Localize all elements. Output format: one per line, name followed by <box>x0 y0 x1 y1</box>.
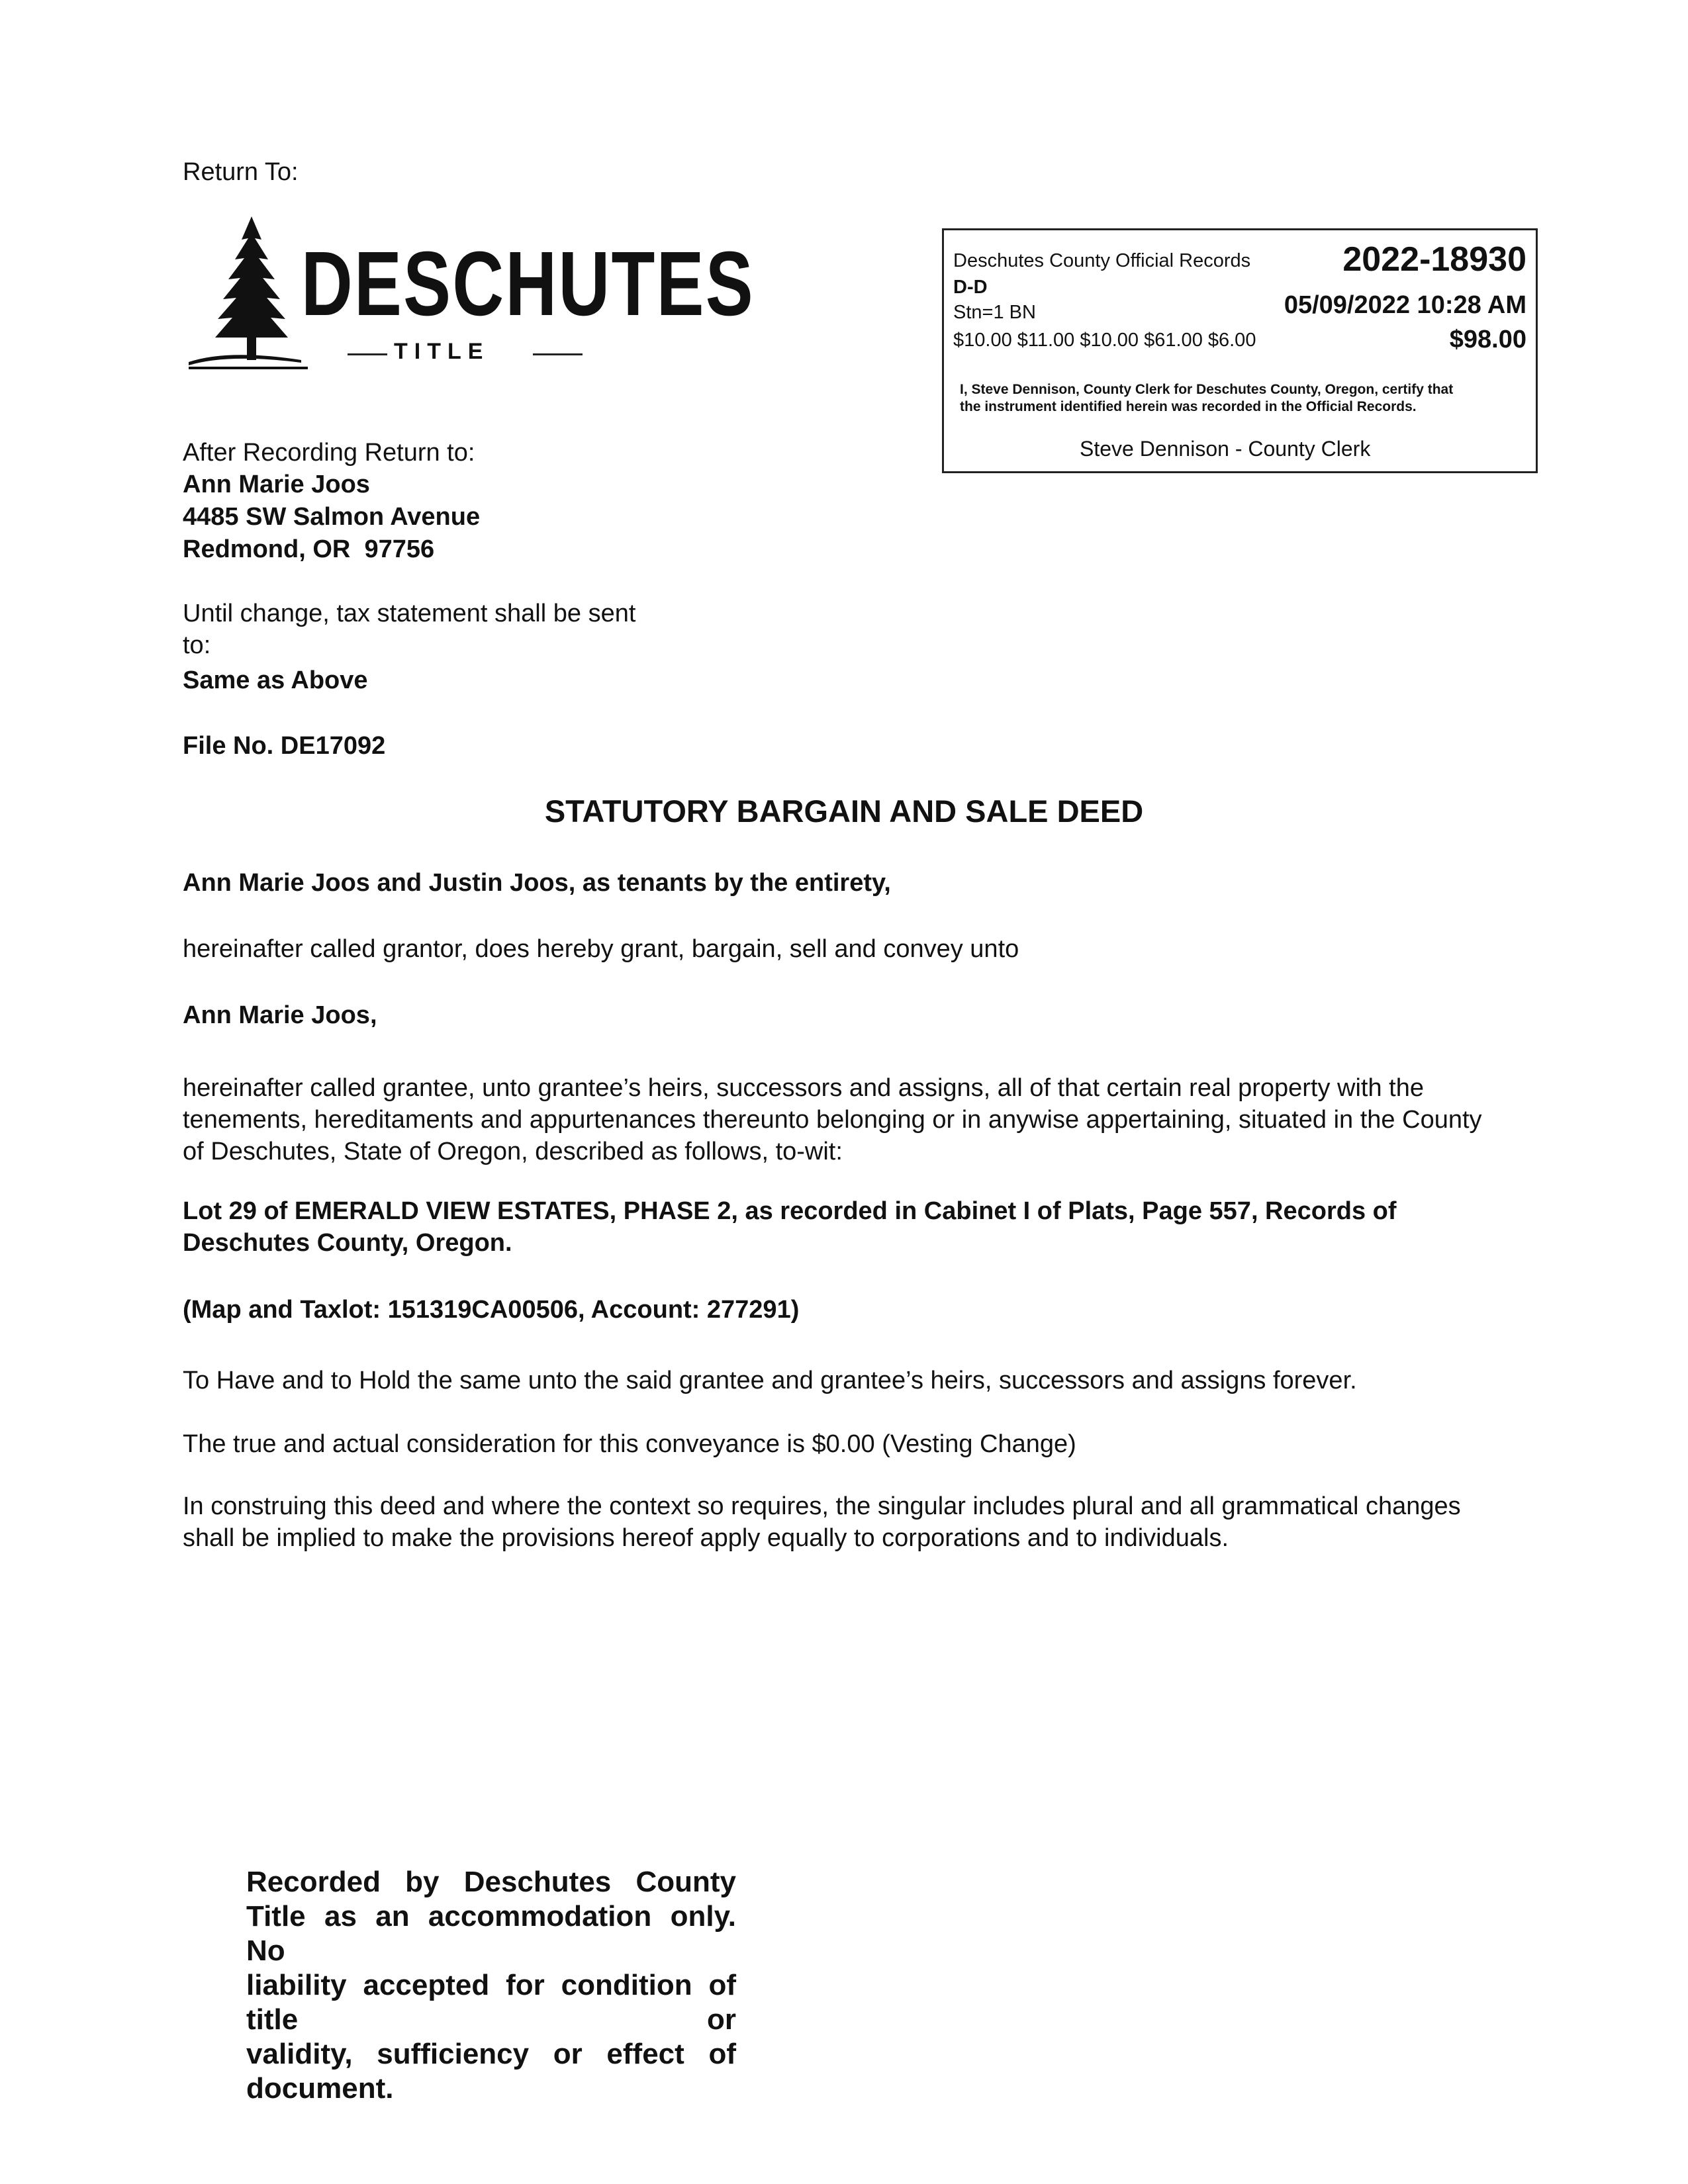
construing-clause: In construing this deed and where the context so requires, the singular includes plural and all grammatical changes shall be implied to make the provisions hereof apply equally to corporations and to individuals. <box>183 1492 1461 1552</box>
logo-name: DESCHUTES <box>301 233 755 335</box>
after-recording-address-line2: Redmond, OR 97756 <box>183 535 435 563</box>
recording-fees: $10.00 $11.00 $10.00 $61.00 $6.00 <box>953 330 1256 351</box>
consideration-statement: The true and actual consideration for this conveyance is $0.00 (Vesting Change) <box>183 1430 1076 1458</box>
accommodation-stamp <box>246 1865 736 2106</box>
after-recording-name: Ann Marie Joos <box>183 471 370 498</box>
grant-clause: hereinafter called grantor, does hereby grant, bargain, sell and convey unto <box>183 935 1019 963</box>
deed-title: STATUTORY BARGAIN AND SALE DEED <box>544 794 1144 829</box>
recording-datetime: 05/09/2022 10:28 AM <box>1284 291 1526 319</box>
legal-description: Lot 29 of EMERALD VIEW ESTATES, PHASE 2, as recorded in Cabinet I of Plats, Page 557, Records of Deschutes County, Oregon. <box>183 1197 1397 1257</box>
station-code: Stn=1 BN <box>953 302 1036 323</box>
recording-total: $98.00 <box>1449 326 1526 353</box>
after-recording-label: After Recording Return to: <box>183 439 475 467</box>
document-code: D-D <box>953 277 988 298</box>
recording-number: 2022-18930 <box>1342 240 1526 279</box>
map-taxlot: (Map and Taxlot: 151319CA00506, Account: 277291) <box>183 1296 800 1324</box>
return-to-label: Return To: <box>183 158 299 186</box>
stamp-line: validity, sufficiency or effect of document. <box>246 2038 736 2105</box>
stamp-line: Recorded by Deschutes County <box>246 1866 736 1898</box>
grantors: Ann Marie Joos and Justin Joos, as tenants by the entirety, <box>183 869 891 897</box>
tax-statement-value: Same as Above <box>183 666 368 694</box>
clerk-certification: I, Steve Dennison, County Clerk for Deschutes County, Oregon, certify that the instrument identified herein was recorded in the Official Records. <box>960 382 1454 414</box>
grantee: Ann Marie Joos, <box>183 1001 377 1029</box>
stamp-line: liability accepted for condition of title or <box>246 1969 736 2036</box>
logo-rule-right <box>533 353 583 355</box>
stamp-line: Title as an accommodation only. No <box>246 1900 736 1967</box>
after-recording-address-line1: 4485 SW Salmon Avenue <box>183 503 481 531</box>
clerk-name: Steve Dennison - County Clerk <box>1080 437 1371 461</box>
records-label: Deschutes County Official Records <box>953 250 1251 271</box>
pine-tree-icon <box>189 213 308 372</box>
deschutes-title-logo <box>189 213 755 379</box>
logo-rule-left <box>348 353 387 355</box>
habendum-clause: To Have and to Hold the same unto the said grantee and grantee’s heirs, successors and assigns forever. <box>183 1367 1357 1394</box>
file-number: File No. DE17092 <box>183 732 386 760</box>
logo-subtitle: TITLE <box>394 339 490 364</box>
tax-statement-label: Until change, tax statement shall be sent to: <box>183 600 636 659</box>
conveyance-paragraph: hereinafter called grantee, unto grantee’s heirs, successors and assigns, all of that certain real property with the tenements, hereditaments and appurtenances thereunto belonging or in anywise appertaining, situated in the County of Deschutes, State of Oregon, described as follows, to-wit: <box>183 1074 1482 1165</box>
recording-stamp-box <box>942 228 1538 473</box>
